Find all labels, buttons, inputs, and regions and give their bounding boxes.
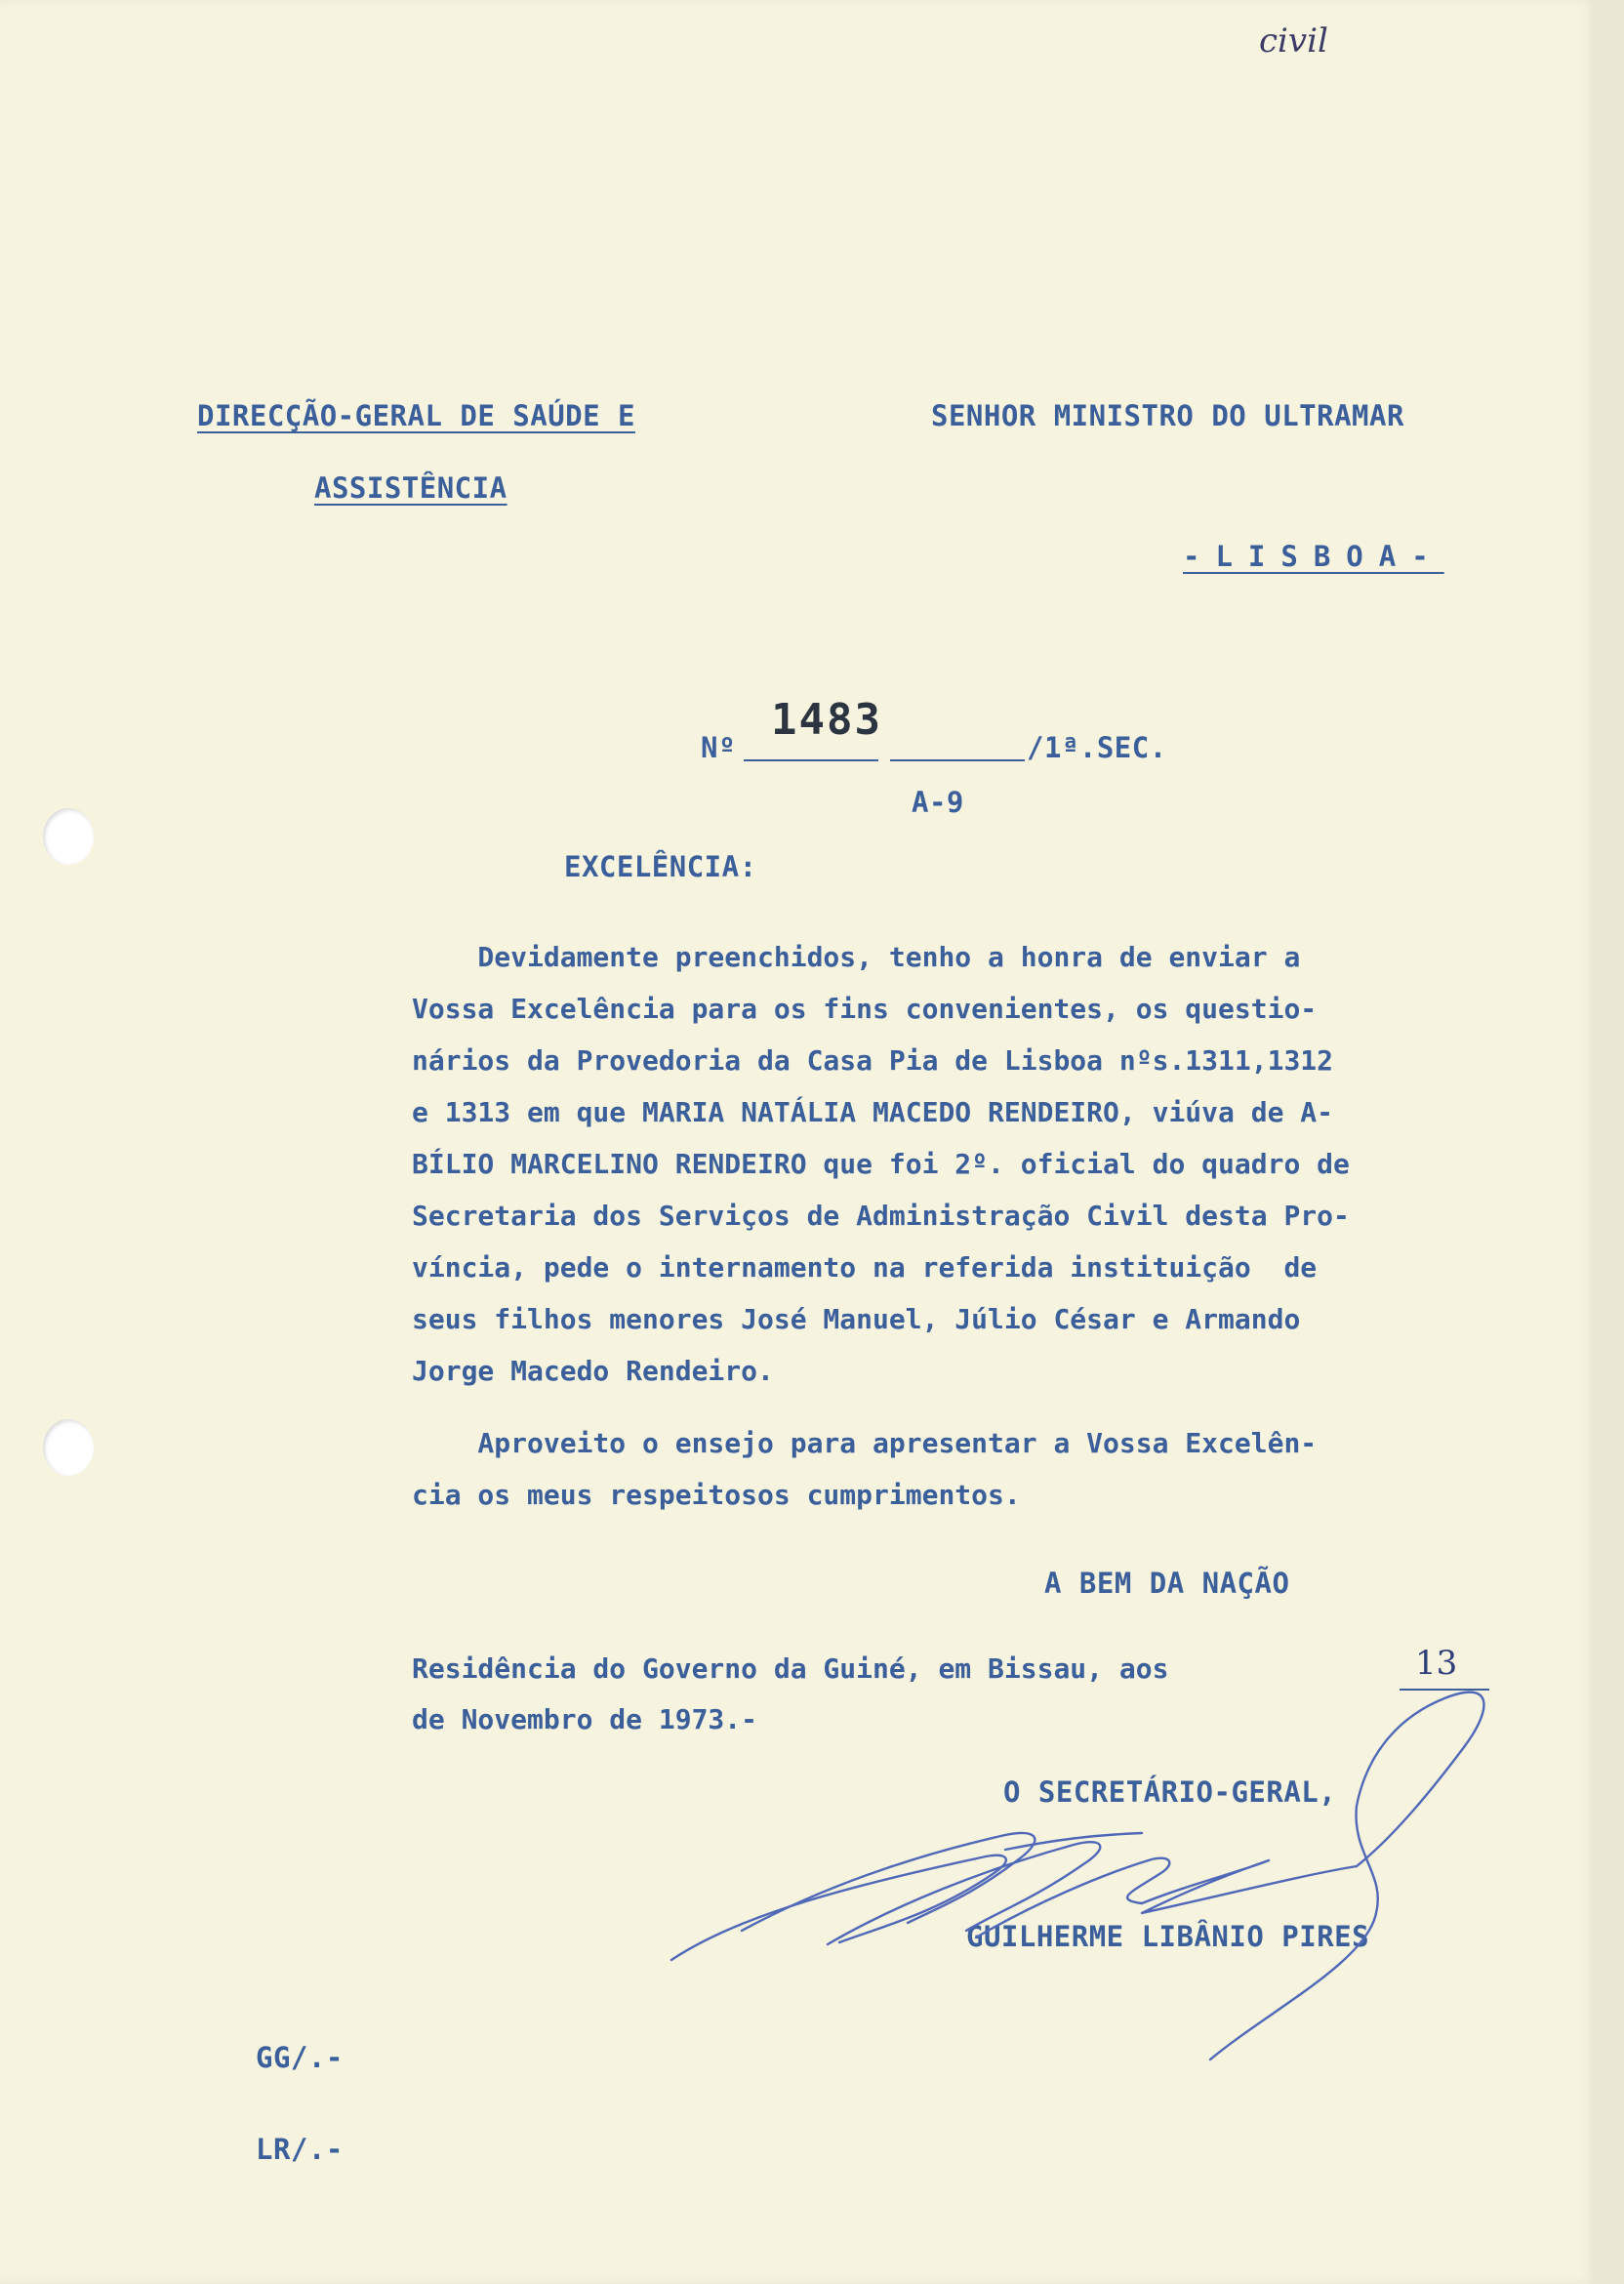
body-line: e 1313 em que MARIA NATÁLIA MACEDO RENDEIRO, viúva de A-	[412, 1096, 1334, 1128]
reference-prefix: Nº	[701, 731, 736, 764]
handwritten-day: 13	[1415, 1644, 1458, 1683]
reference-number-stamp: 1483	[771, 695, 882, 745]
salutation: EXCELÊNCIA:	[564, 850, 757, 883]
body-line: Jorge Macedo Rendeiro.	[412, 1355, 774, 1387]
recipient-city: -LISBOA-	[1183, 540, 1444, 573]
initials-line-1: GG/.-	[256, 2041, 344, 2074]
body-line: nários da Provedoria da Casa Pia de Lisboa nºs.1311,1312	[412, 1044, 1334, 1077]
recipient-line: SENHOR MINISTRO DO ULTRAMAR	[931, 399, 1404, 432]
body-line: Aproveito o ensejo para apresentar a Vossa Excelên-	[412, 1427, 1318, 1459]
date-line-text: Residência do Governo da Guiné, em Bissau, aos	[412, 1652, 1169, 1685]
body-line: BÍLIO MARCELINO RENDEIRO que foi 2º. oficial do quadro de	[412, 1148, 1350, 1180]
reference-code: A-9	[912, 786, 964, 819]
signatory-title: O SECRETÁRIO-GERAL,	[1003, 1775, 1337, 1809]
closing-formula: A BEM DA NAÇÃO	[1044, 1567, 1290, 1600]
body-line: seus filhos menores José Manuel, Júlio César e Armando	[412, 1303, 1301, 1335]
body-line: Vossa Excelência para os fins convenientes, os questio-	[412, 993, 1318, 1025]
reference-suffix: /1ª.SEC.	[1027, 731, 1167, 764]
body-line: Devidamente preenchidos, tenho a honra de enviar a	[412, 941, 1301, 973]
sender-line-2: ASSISTÊNCIA	[314, 471, 508, 505]
signatory-name: GUILHERME LIBÂNIO PIRES	[966, 1920, 1370, 1953]
handwritten-annotation: civil	[1259, 21, 1328, 61]
date-line-month: de Novembro de 1973.-	[412, 1703, 758, 1735]
initials-line-2: LR/.-	[256, 2133, 344, 2166]
body-line: cia os meus respeitosos cumprimentos.	[412, 1479, 1021, 1511]
body-line: víncia, pede o internamento na referida instituição de	[412, 1251, 1318, 1284]
body-line: Secretaria dos Serviços de Administração Civil desta Pro-	[412, 1200, 1350, 1232]
sender-line-1: DIRECÇÃO-GERAL DE SAÚDE E	[197, 399, 635, 432]
